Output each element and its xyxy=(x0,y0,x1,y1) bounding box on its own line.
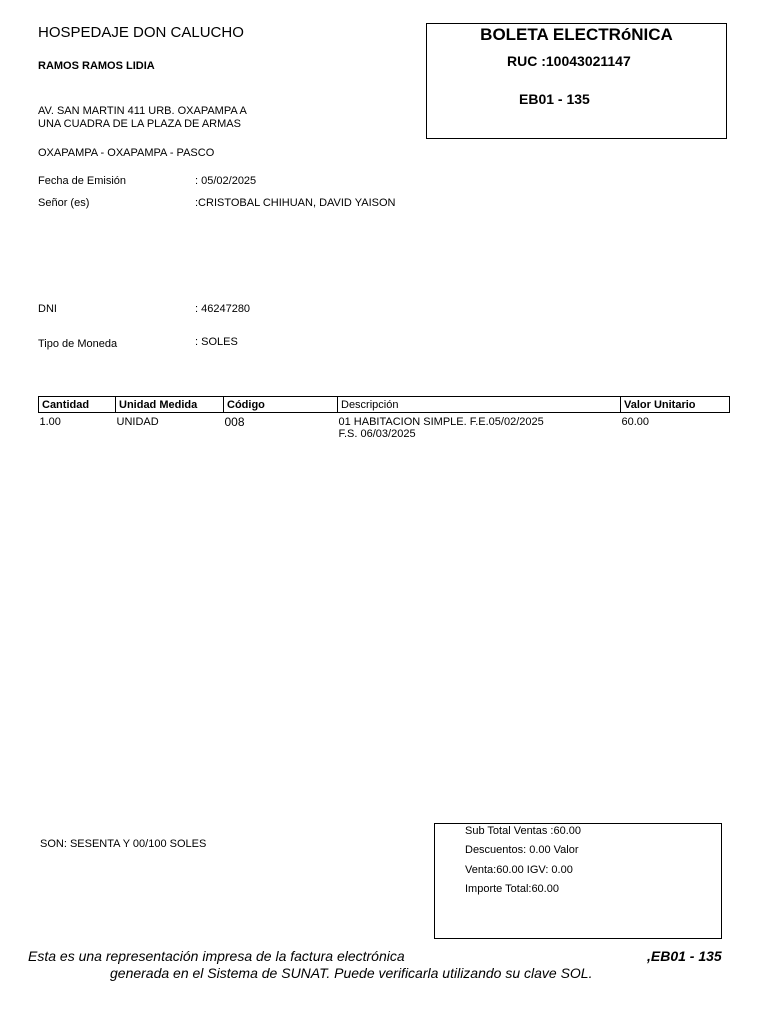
dni-value: : 46247280 xyxy=(195,303,251,315)
moneda-label: Tipo de Moneda xyxy=(38,338,118,350)
cell-cantidad: 1.00 xyxy=(39,416,61,428)
moneda-value: : SOLES xyxy=(195,336,238,348)
document-type: BOLETA ELECTRóNICA xyxy=(480,25,673,44)
table-row xyxy=(39,413,730,441)
document-number: EB01 - 135 xyxy=(519,91,590,107)
cell-descripcion xyxy=(338,413,621,441)
footer-reference: ,EB01 - 135 xyxy=(647,948,722,964)
table-header-row xyxy=(39,397,730,413)
footer-line-1: Esta es una representación impresa de la factura electrónica xyxy=(28,948,405,964)
document-header-box xyxy=(426,23,727,139)
venta-igv: Venta:60.00 IGV: 0.00 xyxy=(465,864,573,876)
company-name: HOSPEDAJE DON CALUCHO xyxy=(38,24,244,41)
address-line-1: AV. SAN MARTIN 411 URB. OXAPAMPA A xyxy=(38,105,247,117)
header-unidad-medida: Unidad Medida xyxy=(116,397,224,413)
totals-box xyxy=(434,823,722,939)
descripcion-line-1: 01 HABITACION SIMPLE. F.E.05/02/2025 xyxy=(338,416,544,428)
senor-label: Señor (es) xyxy=(38,197,90,209)
subtotal: Sub Total Ventas :60.00 xyxy=(465,825,581,837)
document-ruc: RUC :10043021147 xyxy=(507,53,631,69)
dni-label: DNI xyxy=(38,303,57,315)
descripcion-line-2: F.S. 06/03/2025 xyxy=(338,428,416,440)
fecha-label: Fecha de Emisión xyxy=(38,175,127,187)
fecha-value: : 05/02/2025 xyxy=(195,175,257,187)
descuentos: Descuentos: 0.00 Valor xyxy=(465,844,579,856)
senor-value: :CRISTOBAL CHIHUAN, DAVID YAISON xyxy=(195,197,396,209)
amount-in-words: SON: SESENTA Y 00/100 SOLES xyxy=(40,838,207,850)
cell-unidad: UNIDAD xyxy=(116,416,159,428)
items-table xyxy=(38,396,730,440)
issuer-address xyxy=(38,105,247,131)
header-descripcion: Descripción xyxy=(338,397,621,413)
importe-total: Importe Total:60.00 xyxy=(465,883,559,895)
cell-codigo: 008 xyxy=(224,415,245,429)
header-valor-unitario: Valor Unitario xyxy=(621,397,730,413)
issuer-city: OXAPAMPA - OXAPAMPA - PASCO xyxy=(38,147,215,159)
owner-name: RAMOS RAMOS LIDIA xyxy=(38,60,155,72)
footer-line-2: generada en el Sistema de SUNAT. Puede verificarla utilizando su clave SOL. xyxy=(110,965,593,981)
header-cantidad: Cantidad xyxy=(39,397,116,413)
cell-valor-unitario: 60.00 xyxy=(621,416,650,428)
address-line-2: UNA CUADRA DE LA PLAZA DE ARMAS xyxy=(38,118,241,130)
header-codigo: Código xyxy=(224,397,338,413)
